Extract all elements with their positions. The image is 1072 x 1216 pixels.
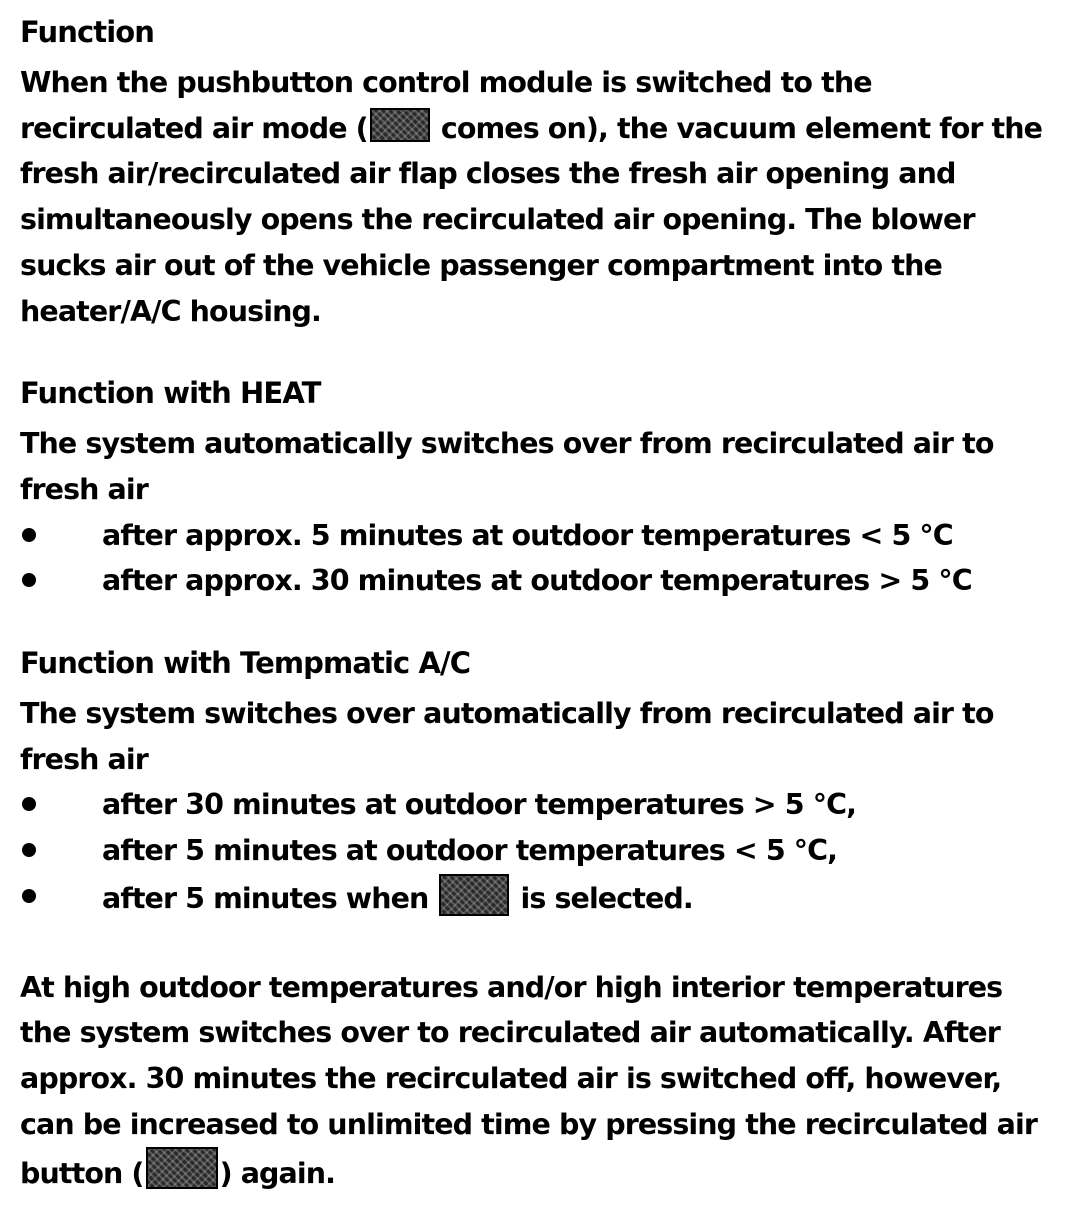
section-paragraph	[20, 421, 1052, 512]
list-item	[20, 558, 1052, 604]
section-function	[20, 16, 1052, 334]
list-item-text: after approx. 30 minutes at outdoor temperatures > 5 °C	[102, 564, 972, 598]
text-line	[20, 1147, 1052, 1197]
text-line: approx. 30 minutes the recirculated air is switched off, however,	[20, 1061, 1002, 1095]
text-line: heater/A/C housing.	[20, 294, 321, 328]
section-paragraph	[20, 691, 1052, 782]
section-high-temperatures	[20, 965, 1052, 1198]
section-paragraph	[20, 965, 1052, 1198]
bullet-icon	[22, 889, 36, 903]
list-item-text: after 5 minutes when	[102, 881, 438, 915]
text-line: fresh air/recirculated air flap closes the fresh air opening and	[20, 157, 956, 191]
list-item-text: after 5 minutes at outdoor temperatures < 5 °C,	[102, 834, 838, 868]
recirculated-air-button-icon	[370, 108, 430, 142]
bullet-icon	[22, 528, 36, 542]
text-fragment: recirculated air mode (	[20, 111, 368, 145]
text-line: The system switches over automatically from recirculated air to	[20, 697, 994, 731]
text-line: At high outdoor temperatures and/or high interior temperatures	[20, 970, 1003, 1004]
text-fragment: comes on), the vacuum element for the	[431, 111, 1043, 145]
text-line: simultaneously opens the recirculated air opening. The blower	[20, 203, 975, 237]
text-line: sucks air out of the vehicle passenger compartment into the	[20, 248, 942, 282]
list-item-text: after approx. 5 minutes at outdoor temperatures < 5 °C	[102, 518, 953, 552]
bullet-icon	[22, 797, 36, 811]
bullet-icon	[22, 573, 36, 587]
text-line: When the pushbutton control module is switched to the	[20, 66, 872, 99]
list-item	[20, 828, 1052, 874]
ac-button-icon	[439, 874, 509, 916]
section-function-with-heat	[20, 377, 1052, 604]
section-function-with-tempmatic	[20, 647, 1052, 922]
text-line: fresh air	[20, 472, 148, 506]
list-item	[20, 874, 1052, 922]
list-item-text: after 30 minutes at outdoor temperatures > 5 °C,	[102, 788, 857, 822]
text-line: the system switches over to recirculated air automatically. After	[20, 1016, 1000, 1050]
list-item	[20, 513, 1052, 559]
text-fragment: ) again.	[219, 1157, 336, 1191]
section-paragraph	[20, 60, 1052, 334]
section-heading: Function with HEAT	[20, 376, 321, 411]
list-item	[20, 782, 1052, 828]
list-item-text: is selected.	[511, 881, 693, 915]
section-heading: Function	[20, 15, 155, 49]
bullet-list	[20, 513, 1052, 604]
text-line: The system automatically switches over from recirculated air to	[20, 427, 994, 461]
bullet-list	[20, 782, 1052, 921]
recirculated-air-button-icon	[146, 1147, 218, 1189]
bullet-icon	[22, 843, 36, 857]
section-heading: Function with Tempmatic A/C	[20, 646, 471, 681]
text-line: fresh air	[20, 742, 148, 776]
text-line	[20, 106, 1052, 152]
text-line: can be increased to unlimited time by pressing the recirculated air	[20, 1107, 1037, 1141]
text-fragment: button (	[20, 1157, 144, 1191]
